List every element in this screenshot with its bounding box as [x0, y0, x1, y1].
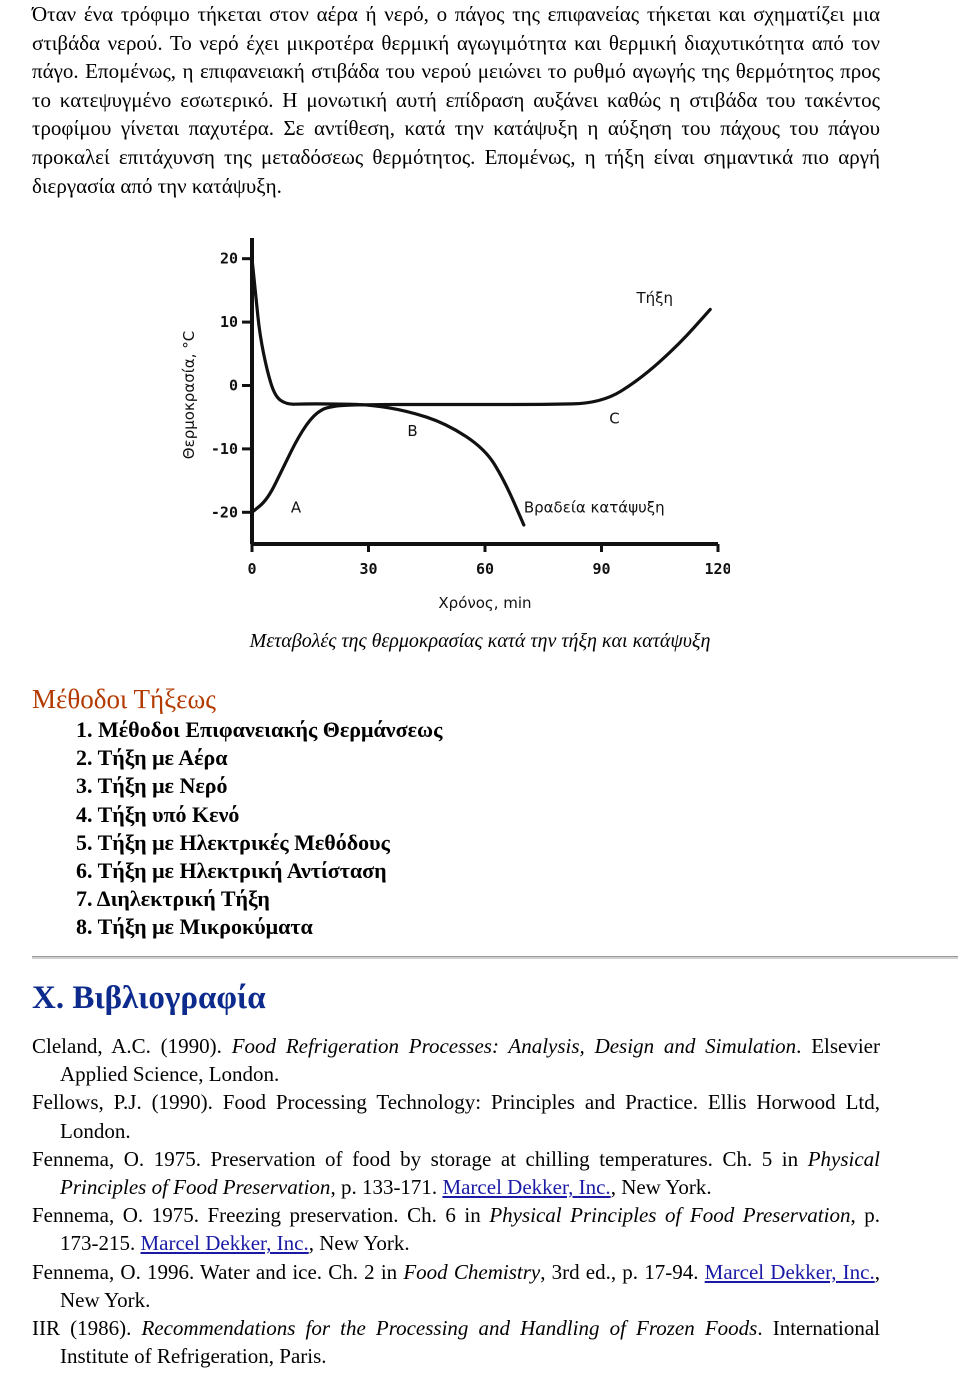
temperature-figure: [170, 226, 730, 616]
method-item: 1. Μέθοδοι Επιφανειακής Θερμάνσεως: [76, 717, 443, 742]
reference-item: [32, 1258, 880, 1314]
figure-caption: Μεταβολές της θερμοκρασίας κατά την τήξη και κατάψυξη: [249, 630, 711, 652]
reference-text: . International Institute of Refrigeration, Paris.: [60, 1316, 880, 1369]
reference-text: , p. 133-171.: [330, 1175, 443, 1200]
x-tick-label: 0: [247, 560, 257, 578]
reference-text: , New York.: [308, 1231, 410, 1256]
section-divider: [32, 956, 958, 959]
reference-item: [32, 1314, 880, 1370]
reference-item: [32, 1145, 880, 1201]
method-item: 3. Τήξη με Νερό: [76, 773, 228, 799]
publisher-link[interactable]: Marcel Dekker, Inc.: [442, 1175, 611, 1200]
reference-item: [32, 1032, 880, 1088]
reference-text: , 3rd ed., p. 17-94.: [540, 1259, 705, 1284]
method-item: 4. Τήξη υπό Κενό: [76, 801, 240, 827]
methods-heading: Μέθοδοι Τήξεως: [32, 684, 216, 714]
reference-text: . Elsevier Applied Science, London.: [60, 1034, 881, 1087]
x-tick-label: 120: [704, 560, 730, 578]
reference-title: Physical Principles of Food Preservation: [60, 1146, 880, 1200]
y-tick-label: 10: [219, 313, 238, 332]
point-annotation: A: [290, 498, 302, 517]
methods-list: [76, 716, 442, 942]
series-label-freezing: Βραδεία κατάψυξη: [523, 498, 665, 517]
reference-text: , p. 173-215.: [60, 1203, 880, 1256]
reference-text: Fennema, O. 1975. Preservation of food by storage at chilling temperatures. Ch. 5 in: [32, 1146, 808, 1171]
reference-item: [32, 1088, 880, 1144]
x-tick-label: 90: [592, 560, 611, 578]
reference-text: , New York.: [610, 1175, 712, 1200]
x-tick-label: 30: [359, 560, 378, 578]
x-axis-label: Χρόνος, min: [438, 594, 532, 612]
reference-title: Physical Principles of Food Preservation: [489, 1203, 851, 1228]
bibliography-heading: Χ. Βιβλιογραφία: [32, 980, 266, 1016]
reference-text: Fellows, P.J. (1990). Food Processing Technology: Principles and Practice. Ellis Horwood Ltd, London.: [32, 1090, 880, 1143]
thawing-curve: [252, 309, 710, 512]
reference-text: Fennema, O. 1996. Water and ice. Ch. 2 in: [32, 1259, 404, 1284]
reference-text: Cleland, A.C. (1990).: [32, 1034, 232, 1058]
x-tick-label: 60: [475, 560, 495, 578]
temperature-chart: [170, 226, 730, 616]
reference-title: Food Refrigeration Processes: Analysis, Design and Simulation: [231, 1034, 797, 1058]
reference-list: [32, 1032, 880, 1370]
y-tick-label: -20: [210, 503, 238, 522]
method-item: 2. Τήξη με Αέρα: [76, 745, 228, 771]
point-annotation: B: [407, 422, 418, 441]
freezing-curve: [252, 259, 524, 525]
reference-text: IIR (1986).: [32, 1316, 142, 1341]
y-axis-label: Θερμοκρασία, °C: [180, 330, 198, 460]
reference-text: Fennema, O. 1975. Freezing preservation. Ch. 6 in: [32, 1203, 490, 1228]
y-tick-label: 20: [219, 249, 238, 268]
y-tick-label: 0: [228, 376, 238, 395]
reference-text: , New York.: [60, 1259, 880, 1312]
reference-item: [32, 1201, 880, 1257]
method-item: 8. Τήξη με Μικροκύματα: [76, 914, 313, 940]
y-tick-label: -10: [210, 439, 238, 458]
reference-title: Food Chemistry: [403, 1259, 541, 1284]
method-item: 7. Διηλεκτρική Τήξη: [76, 886, 270, 912]
reference-title: Recommendations for the Processing and Handling of Frozen Foods: [141, 1316, 758, 1341]
method-item: 5. Τήξη με Ηλεκτρικές Μεθόδους: [76, 829, 390, 855]
method-item: 6. Τήξη με Ηλεκτρική Αντίσταση: [76, 858, 387, 884]
publisher-link[interactable]: Marcel Dekker, Inc.: [140, 1231, 309, 1256]
point-annotation: C: [609, 409, 620, 428]
intro-paragraph: Όταν ένα τρόφιμο τήκεται στον αέρα ή νερό, ο πάγος της επιφανείας τήκεται και σχηματίζει μια στιβάδα νερού. Το νερό έχει μικροτέρα θερμική αγωγιμότητα και θερμική διαχυτικότητα από τον πάγο. Επομένως, η επιφανειακή στιβάδα του νερού μειώνει το ρυθμό αγωγής της θερμότητος προς το κατεψυγμένο εσωτερικό. Η μονωτική αυτή επίδραση αυξάνει καθώς η στιβάδα του τακέντος τροφίμου γίνεται παχυτέρα. Σε αντίθεση, κατά την κατάψυξη η αύξηση του πάχους του πάγου προκαλεί επιτάχυνση της μεταδόσεως θερμότητος. Επομένως, η τήξη είναι σημαντικά πιο αργή διεργασία από την κατάψυξη.: [32, 2, 880, 198]
publisher-link[interactable]: Marcel Dekker, Inc.: [704, 1259, 875, 1284]
series-label-thawing: Τήξη: [636, 289, 673, 308]
